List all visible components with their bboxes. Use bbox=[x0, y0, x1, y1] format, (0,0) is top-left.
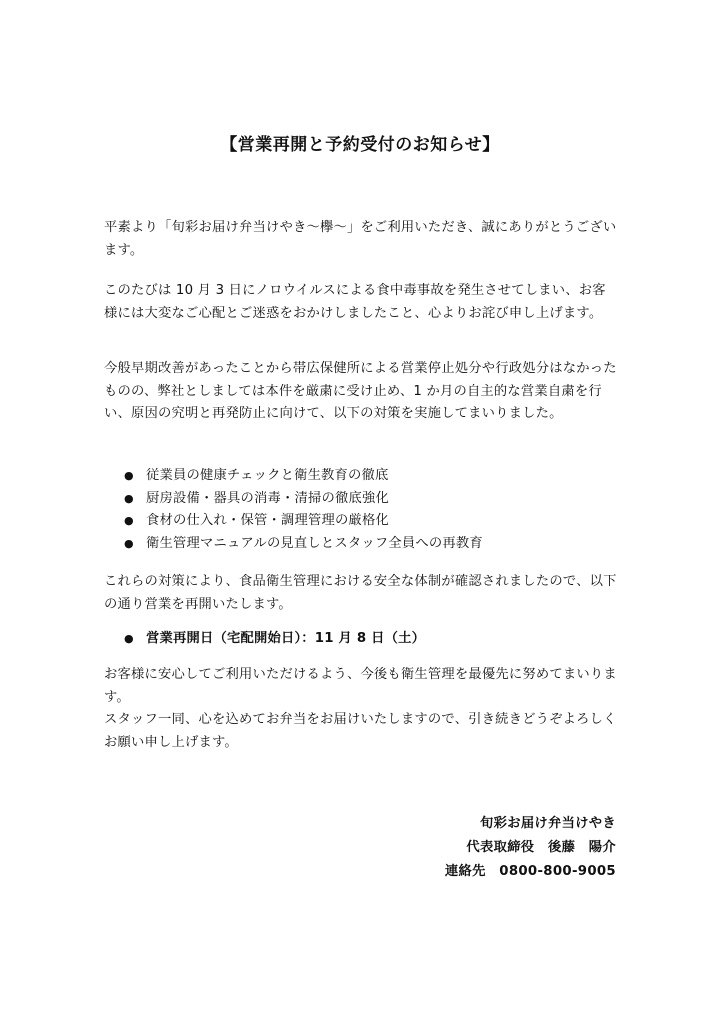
reopen-date-text: 営業再開日（宅配開始日）：11 月 8 日（土） bbox=[146, 631, 426, 646]
measure-text: 衛生管理マニュアルの見直しとスタッフ全員への再教育 bbox=[146, 535, 483, 551]
closing-text-1: お客様に安心してご利用いただけるよう、今後も衛生管理を最優先に努めてまいります。 bbox=[104, 667, 617, 705]
bullet-icon: ● bbox=[124, 514, 134, 527]
measure-text: 厨房設備・器具の消毒・清掃の徹底強化 bbox=[146, 490, 389, 506]
reopen-intro-text: これらの対策により、食品衛生管理における安全な体制が確認されましたので、以下の通り営業を再開いたします。 bbox=[104, 574, 617, 612]
reopen-intro-paragraph bbox=[104, 571, 619, 616]
measures-list bbox=[104, 465, 619, 555]
bullet-icon: ● bbox=[124, 491, 134, 505]
apology-text: このたびは 10 月 3 日にノロウイルスによる食中毒事故を発生させてしまい、お客様には大変なご心配とご迷惑をおかけしましたこと、心よりお詫び申し上げます。 bbox=[104, 283, 606, 321]
apology-paragraph bbox=[104, 280, 619, 325]
bullet-icon: ● bbox=[124, 632, 134, 645]
measures-intro-text: 今般早期改善があったことから帯広保健所による営業停止処分や行政処分はなかったものの、弊社としましては本件を厳粛に受け止め、1 か月の自主的な営業自粛を行い、原因の究明と再発防止に向けて、以下の対策を実施してまいりました。 bbox=[104, 361, 617, 421]
measure-text: 食材の仕入れ・保管・調理管理の厳格化 bbox=[146, 513, 389, 528]
representative-name: 代表取締役 後藤 陽介 bbox=[466, 840, 616, 855]
company-name: 旬彩お届け弁当けやき bbox=[480, 816, 616, 831]
list-item bbox=[104, 465, 619, 488]
measures-intro-paragraph bbox=[104, 358, 619, 426]
list-item bbox=[104, 533, 619, 556]
list-item bbox=[104, 488, 619, 511]
page-title: 【営業再開と予約受付のお知らせ】 bbox=[220, 135, 500, 155]
closing-paragraph bbox=[104, 664, 619, 754]
reopen-date bbox=[104, 628, 619, 651]
closing-text-2: スタッフ一同、心を込めてお弁当をお届けいたしますので、引き続きどうぞよろしくお願い申し上げます。 bbox=[104, 712, 617, 750]
greeting-text: 平素より「旬彩お届け弁当けやき～欅～」をご利用いただき、誠にありがとうございます。 bbox=[104, 220, 617, 258]
contact-number: 連絡先 0800-800-9005 bbox=[444, 864, 616, 879]
measure-text: 従業員の健康チェックと衛生教育の徹底 bbox=[146, 468, 389, 483]
bullet-icon: ● bbox=[124, 536, 134, 550]
list-item bbox=[104, 510, 619, 533]
greeting-paragraph bbox=[104, 217, 619, 262]
signature-block bbox=[445, 812, 616, 884]
bullet-icon: ● bbox=[124, 469, 134, 482]
